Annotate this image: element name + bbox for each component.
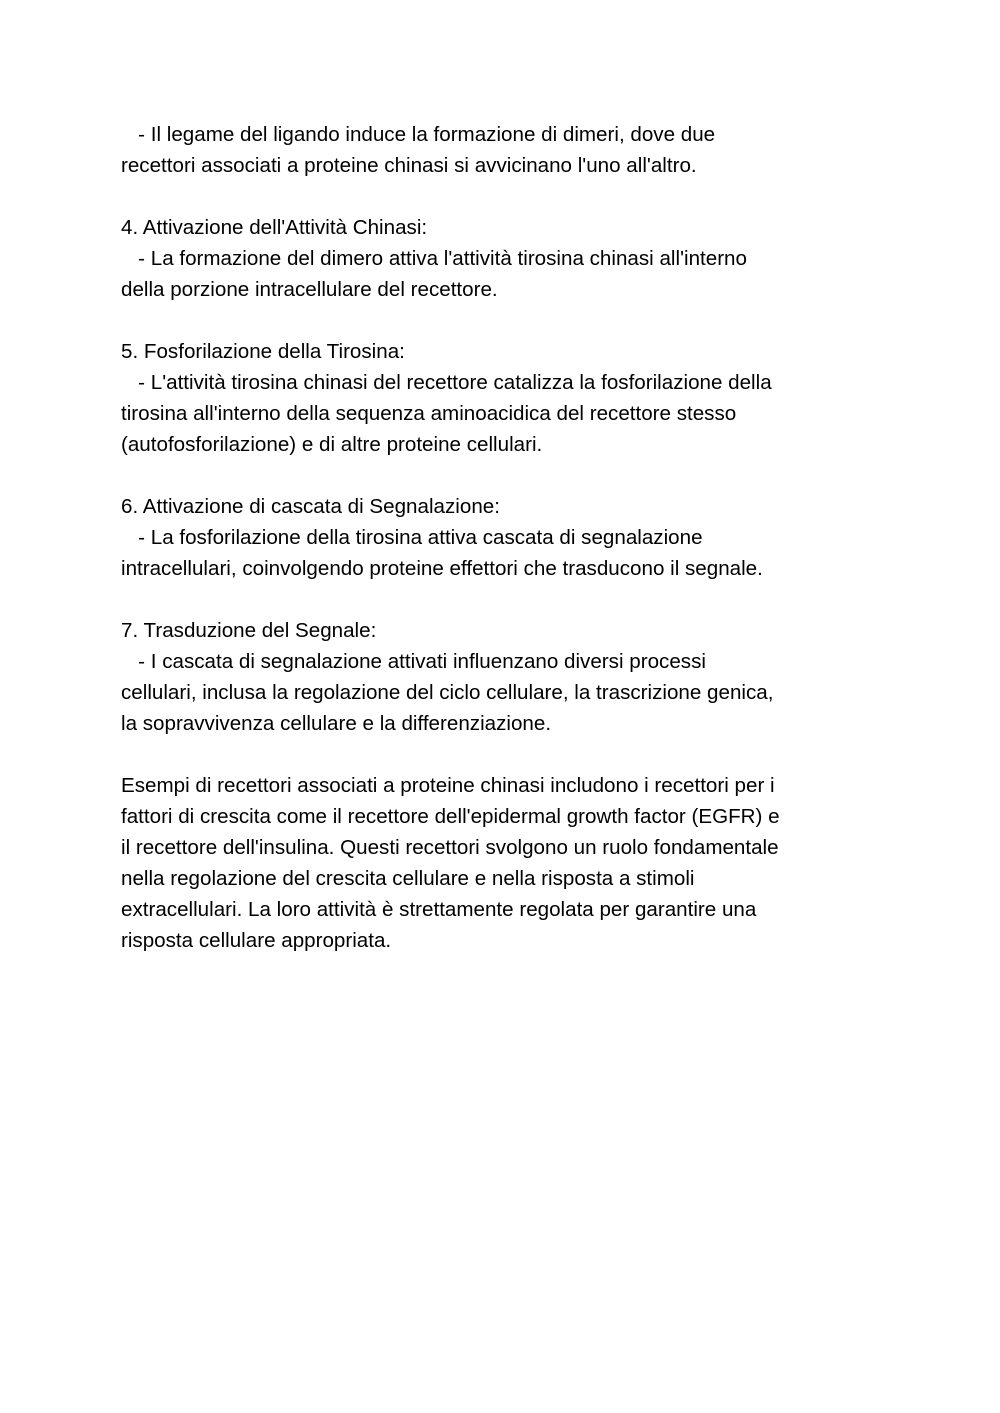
section-heading: 4. Attivazione dell'Attività Chinasi: bbox=[121, 216, 428, 239]
section-4 bbox=[121, 212, 901, 305]
text-line: fattori di crescita come il recettore dell'epidermal growth factor (EGFR) e bbox=[121, 805, 780, 828]
section-heading: 6. Attivazione di cascata di Segnalazione: bbox=[121, 495, 500, 518]
section-heading: 7. Trasduzione del Segnale: bbox=[121, 619, 377, 642]
text-line: - L'attività tirosina chinasi del recettore catalizza la fosforilazione della bbox=[121, 371, 772, 394]
text-line: recettori associati a proteine chinasi si avvicinano l'uno all'altro. bbox=[121, 154, 697, 177]
text-line: - La formazione del dimero attiva l'attività tirosina chinasi all'interno bbox=[121, 247, 747, 270]
text-line: - Il legame del ligando induce la formazione di dimeri, dove due bbox=[121, 123, 716, 146]
text-line: Esempi di recettori associati a proteine chinasi includono i recettori per i bbox=[121, 774, 775, 797]
paragraph-spacer bbox=[121, 739, 901, 770]
text-line: la sopravvivenza cellulare e la differenziazione. bbox=[121, 712, 552, 735]
paragraph-spacer bbox=[121, 460, 901, 491]
text-line: risposta cellulare appropriata. bbox=[121, 929, 392, 952]
text-line: nella regolazione del crescita cellulare e nella risposta a stimoli bbox=[121, 867, 695, 890]
text-line: (autofosforilazione) e di altre proteine cellulari. bbox=[121, 433, 543, 456]
text-line: extracellulari. La loro attività è strettamente regolata per garantire una bbox=[121, 898, 757, 921]
section-7 bbox=[121, 615, 901, 739]
text-line: il recettore dell'insulina. Questi recettori svolgono un ruolo fondamentale bbox=[121, 836, 779, 859]
text-line: - La fosforilazione della tirosina attiva cascata di segnalazione bbox=[121, 526, 703, 549]
text-line: della porzione intracellulare del recettore. bbox=[121, 278, 498, 301]
document-body bbox=[121, 119, 901, 956]
paragraph-spacer bbox=[121, 584, 901, 615]
text-line: - I cascata di segnalazione attivati influenzano diversi processi bbox=[121, 650, 706, 673]
paragraph-spacer bbox=[121, 181, 901, 212]
section-5 bbox=[121, 336, 901, 460]
text-line: cellulari, inclusa la regolazione del ciclo cellulare, la trascrizione genica, bbox=[121, 681, 774, 704]
section-6 bbox=[121, 491, 901, 584]
paragraph-spacer bbox=[121, 305, 901, 336]
text-line: intracellulari, coinvolgendo proteine effettori che trasducono il segnale. bbox=[121, 557, 763, 580]
conclusion-paragraph bbox=[121, 770, 901, 956]
intro-bullet bbox=[121, 119, 901, 181]
section-heading: 5. Fosforilazione della Tirosina: bbox=[121, 340, 405, 363]
text-line: tirosina all'interno della sequenza aminoacidica del recettore stesso bbox=[121, 402, 737, 425]
